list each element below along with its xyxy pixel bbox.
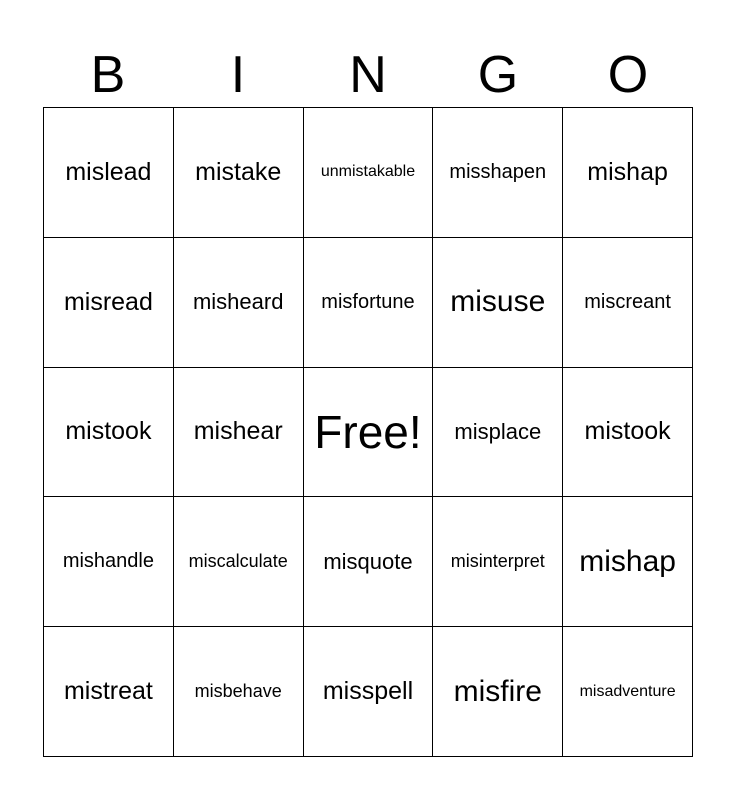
free-space-cell: Free!: [304, 368, 434, 498]
header-letter-n: N: [349, 46, 387, 104]
bingo-cell: misbehave: [174, 627, 304, 757]
bingo-cell: mislead: [44, 108, 174, 238]
bingo-cell: misuse: [433, 238, 563, 368]
bingo-cell: misinterpret: [433, 497, 563, 627]
bingo-cell: misfortune: [304, 238, 434, 368]
header-letter-b: B: [90, 46, 126, 104]
header-letter-o: O: [607, 46, 649, 104]
bingo-cell: misshapen: [433, 108, 563, 238]
bingo-cell: misfire: [433, 627, 563, 757]
bingo-cell: mistake: [174, 108, 304, 238]
bingo-cell: mistook: [44, 368, 174, 498]
bingo-cell: misheard: [174, 238, 304, 368]
bingo-grid: [43, 107, 693, 757]
bingo-cell: mishap: [563, 497, 693, 627]
bingo-cell: miscalculate: [174, 497, 304, 627]
header-letter-g: G: [477, 46, 519, 104]
bingo-cell: mistreat: [44, 627, 174, 757]
bingo-cell: mishap: [563, 108, 693, 238]
bingo-cell: unmistakable: [304, 108, 434, 238]
bingo-header: [43, 44, 693, 106]
bingo-cell: misplace: [433, 368, 563, 498]
bingo-cell: misquote: [304, 497, 434, 627]
header-letter-i: I: [230, 46, 246, 104]
bingo-cell: mishandle: [44, 497, 174, 627]
bingo-cell: misread: [44, 238, 174, 368]
bingo-cell: mistook: [563, 368, 693, 498]
bingo-cell: miscreant: [563, 238, 693, 368]
bingo-cell: mishear: [174, 368, 304, 498]
bingo-cell: misadventure: [563, 627, 693, 757]
bingo-cell: misspell: [304, 627, 434, 757]
